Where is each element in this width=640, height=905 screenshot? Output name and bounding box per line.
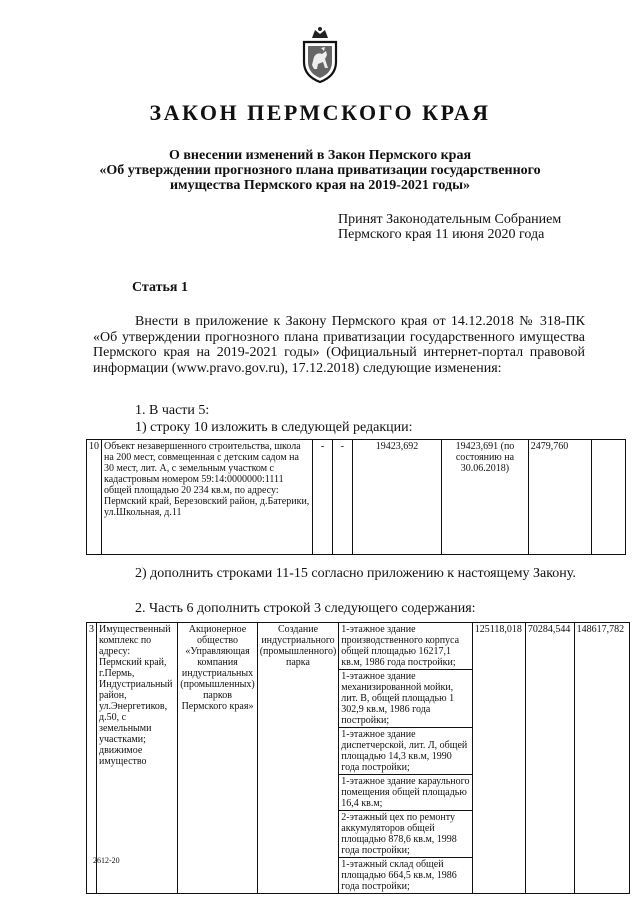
value-cell: 19423,692 [352,440,441,555]
article-intro: Внести в приложение к Закону Пермского края от 14.12.2018 № 318-ПК «Об утверждении прогнозного плана приватизации государственного имущества Пермского края на 2019-2021 годы» (Официальный интернет-портал правовой информации (www.pravo.gov.ru), 17.12.2018) следующие изменения: [93,314,585,376]
item-1-1: 1) строку 10 изложить в следующей редакции: [135,420,413,435]
adoption-line: Пермского края 11 июня 2020 года [338,227,545,242]
item-1: 1. В части 5: [135,403,210,418]
value-cell: 70284,544 [525,623,574,894]
list-item: 1-этажный склад общей площадью 664,5 кв.м, 1986 года постройки; [341,859,457,892]
item-1-2: 2) дополнить строками 11-15 согласно приложению к настоящему Закону. [135,566,576,581]
value-cell: 19423,691 (по состоянию на 30.06.2018) [442,440,529,555]
property-name: Имущественный комплекс по адресу: Пермский край, г.Пермь, Индустриальный район, ул.Энергетиков, д.50, с земельными участками; движимое имущество [97,623,178,894]
law-subtitle [80,148,560,193]
table-row-3 [86,622,630,894]
list-item: 1-этажное здание производственного корпуса общей площадью 16217,1 кв.м, 1986 года постройки; [339,623,472,670]
table-row-10 [86,439,626,555]
property-holder: Акционерное общество «Управляющая компания индустриальных (промышленных) парков Пермского края» [178,623,257,894]
item-2: 2. Часть 6 дополнить строкой 3 следующего содержания: [135,601,476,616]
property-purpose: Создание индустриального (промышленного) парка [257,623,339,894]
list-item: 1-этажное здание механизированной мойки, лит. В, общей площадью 1 302,9 кв.м, 1986 года постройки; [339,670,472,728]
adoption-note [338,212,598,242]
adoption-line: Принят Законодательным Собранием [338,212,562,227]
property-items [339,623,473,894]
subtitle-line: О внесении изменений в Закон Пермского края [168,148,472,163]
cell-dash: - [333,440,353,555]
document-code: 2612-20 [93,856,120,865]
cell-dash: - [313,440,333,555]
subtitle-line: «Об утверждении прогнозного плана приватизации государственного [99,163,541,178]
empty-cell [592,440,626,555]
article-heading: Статья 1 [132,280,188,295]
subtitle-line: имущества Пермского края на 2019-2021 годы» [169,178,471,193]
value-cell: 2479,760 [528,440,592,555]
value-cell: 125118,018 [472,623,525,894]
object-description: Объект незавершенного строительства, школа на 200 мест, совмещенная с детским садом на 30 мест, лит. А, с земельным участком с кадастровым номером 59:14:0000000:1111 общей площадью 20 234 кв.м, по адресу: Пермский край, Березовский район, д.Батерики, ул.Школьная, д.11 [102,440,313,555]
row-number: 10 [87,440,102,555]
law-title: ЗАКОН ПЕРМСКОГО КРАЯ [149,100,491,125]
list-item: 2-этажный цех по ремонту аккумуляторов общей площадью 878,6 кв.м, 1998 года постройки; [339,811,472,858]
coat-of-arms-emblem [295,24,345,84]
list-item: 1-этажное здание диспетчерской, лит. Л, общей площадью 14,3 кв.м, 1990 года постройки; [339,728,472,775]
row-number: 3 [87,623,97,894]
list-item: 1-этажное здание караульного помещения общей площадью 16,4 кв.м; [339,775,472,811]
value-cell: 148617,782 [574,623,629,894]
